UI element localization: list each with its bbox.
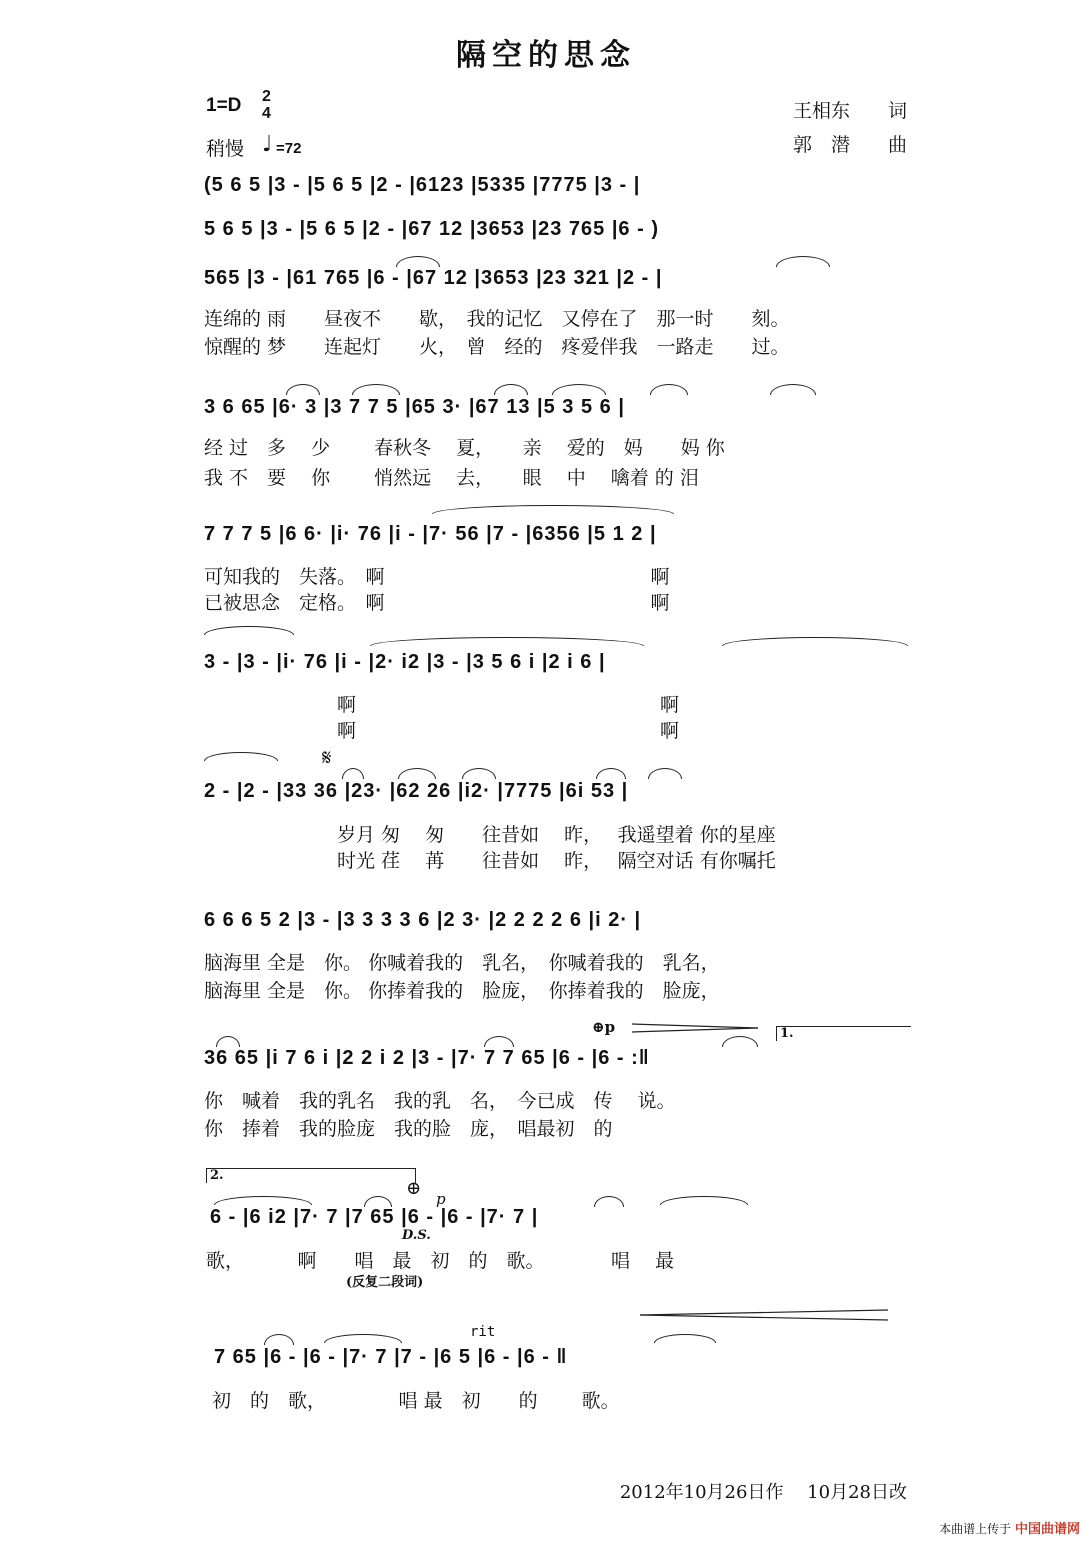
decrescendo-hairpin (632, 1022, 760, 1034)
coda-icon: ⊕ (406, 1178, 422, 1199)
slur (432, 505, 674, 514)
slur (722, 637, 908, 646)
crescendo-hairpin (640, 1308, 890, 1322)
segno-icon: 𝄋 (322, 746, 332, 771)
notation-row-4: 3 6 65 |6· 3 |3 7 7 5 |65 3· |67 13 |5 3 5 6 | (204, 396, 625, 418)
slur (370, 637, 644, 646)
lyrics-row-7-verse-1: 岁月 匆 匆 往昔如 昨， 我遥望着 你的星座 (204, 824, 776, 846)
dynamic-piano-mark: p (436, 1190, 446, 1208)
notation-row-9: 36 65 |i 7 6 i |2 2 i 2 |3 - |7· 7 7 65 |6 - |6 - :‖ (204, 1047, 650, 1069)
lyrics-row-9-verse-1: 你 喊着 我的乳名 我的乳 名， 今已成 传 说。 (204, 1090, 676, 1112)
repeat-verse-note: (反复二段词) (346, 1275, 424, 1290)
lyrics-row-3-verse-1: 连绵的 雨 昼夜不 歇， 我的记忆 又停在了 那一时 刻。 (204, 308, 790, 330)
dal-segno-mark: D.S. (402, 1228, 431, 1243)
slur (654, 1334, 716, 1343)
page-title: 隔空的思念 (456, 38, 636, 73)
slur (776, 256, 830, 267)
lyrics-row-5-verse-1: 可知我的 失落。 啊 啊 (204, 566, 670, 588)
slur (342, 768, 364, 779)
coda-dynamic-mark: ⊕p (592, 1018, 616, 1036)
lyrics-row-5-verse-2: 已被思念 定格。 啊 啊 (204, 592, 670, 614)
slur (216, 1036, 240, 1047)
slur (660, 1196, 748, 1205)
slur (214, 1196, 312, 1205)
slur (484, 1036, 514, 1047)
slur (596, 768, 626, 779)
slur (594, 1196, 624, 1207)
composition-date: 2012年10月26日作 10月28日改 (619, 1482, 907, 1503)
lyrics-row-8-verse-1: 脑海里 全是 你。 你喊着我的 乳名， 你喊着我的 乳名， (204, 952, 720, 974)
slur (352, 384, 400, 395)
notation-row-2: 5 6 5 |3 - |5 6 5 |2 - |67 12 |3653 |23 765 |6 - ) (204, 218, 659, 240)
lyrics-row-6-verse-2: 啊 啊 (204, 720, 680, 742)
slur (204, 626, 294, 635)
slur (650, 384, 688, 395)
lyrics-row-8-verse-2: 脑海里 全是 你。 你捧着我的 脸庞， 你捧着我的 脸庞， (204, 980, 720, 1002)
tempo-word: 稍慢 (206, 138, 245, 160)
notation-row-1: (5 6 5 |3 - |5 6 5 |2 - |6123 |5335 |7775 |3 - | (204, 174, 641, 196)
volta-2-label: 2. (210, 1168, 224, 1183)
ritardando-mark: rit (470, 1324, 496, 1340)
notation-row-11: 7 65 |6 - |6 - |7· 7 |7 - |6 5 |6 - |6 - ‖ (214, 1346, 568, 1368)
notation-row-6: 3 - |3 - |i· 76 |i - |2· i2 |3 - |3 5 6 i |2 i 6 | (204, 651, 606, 673)
volta-2-bracket (206, 1168, 416, 1183)
notation-row-5: 7 7 7 5 |6 6· |i· 76 |i - |7· 56 |7 - |6356 |5 1 2 | (204, 523, 657, 545)
slur (398, 768, 436, 779)
tempo-value: =72 (276, 140, 302, 157)
slur (286, 384, 320, 395)
time-signature: 2 4 (262, 88, 271, 122)
lyrics-row-3-verse-2: 惊醒的 梦 连起灯 火， 曾 经的 疼爱伴我 一路走 过。 (204, 336, 790, 358)
lyrics-row-9-verse-2: 你 捧着 我的脸庞 我的脸 庞， 唱最初 的 (204, 1118, 613, 1140)
lyrics-row-11: 初 的 歌， 唱 最 初 的 歌。 (212, 1390, 620, 1412)
site-logo: 中国曲谱网 (1014, 1522, 1080, 1537)
slur (204, 752, 278, 761)
slur (770, 384, 816, 395)
key-signature: 1=D (206, 95, 242, 116)
quarter-note-icon: ♩ (262, 132, 273, 157)
volta-1-bracket (776, 1026, 911, 1041)
lyrics-row-10: 歌， 啊 唱 最 初 的 歌。 唱 最 (206, 1250, 675, 1272)
notation-row-7: 2 - |2 - |33 36 |23· |62 26 |i2· |7775 |6i 53 | (204, 780, 629, 802)
slur (462, 768, 496, 779)
slur (396, 256, 440, 267)
volta-1-label: 1. (780, 1026, 794, 1041)
slur (494, 384, 528, 395)
slur (648, 768, 682, 779)
lyrics-row-6-verse-1: 啊 啊 (204, 694, 680, 716)
slur (264, 1334, 294, 1345)
slur (552, 384, 606, 395)
notation-row-8: 6 6 6 5 2 |3 - |3 3 3 3 6 |2 3· |2 2 2 2 6 |i 2· | (204, 909, 642, 931)
lyrics-row-4-verse-2: 我 不 要 你 悄然远 去， 眼 中 噙着 的 泪 (204, 467, 699, 489)
notation-row-3: 565 |3 - |61 765 |6 - |67 12 |3653 |23 321 |2 - | (204, 267, 663, 289)
slur (722, 1036, 758, 1047)
lyricist: 王相东 词 (792, 100, 907, 122)
upload-credit: 本曲谱上传于 中国曲谱网 (939, 1522, 1080, 1537)
slur (324, 1334, 402, 1343)
lyrics-row-7-verse-2: 时光 荏 苒 往昔如 昨， 隔空对话 有你嘱托 (204, 850, 776, 872)
notation-row-10: 6 - |6 i2 |7· 7 |7 65 |6 - |6 - |7· 7 | (210, 1206, 539, 1228)
lyrics-row-4-verse-1: 经 过 多 少 春秋冬 夏， 亲 爱的 妈 妈 你 (204, 437, 725, 459)
composer: 郭 潜 曲 (792, 134, 907, 156)
